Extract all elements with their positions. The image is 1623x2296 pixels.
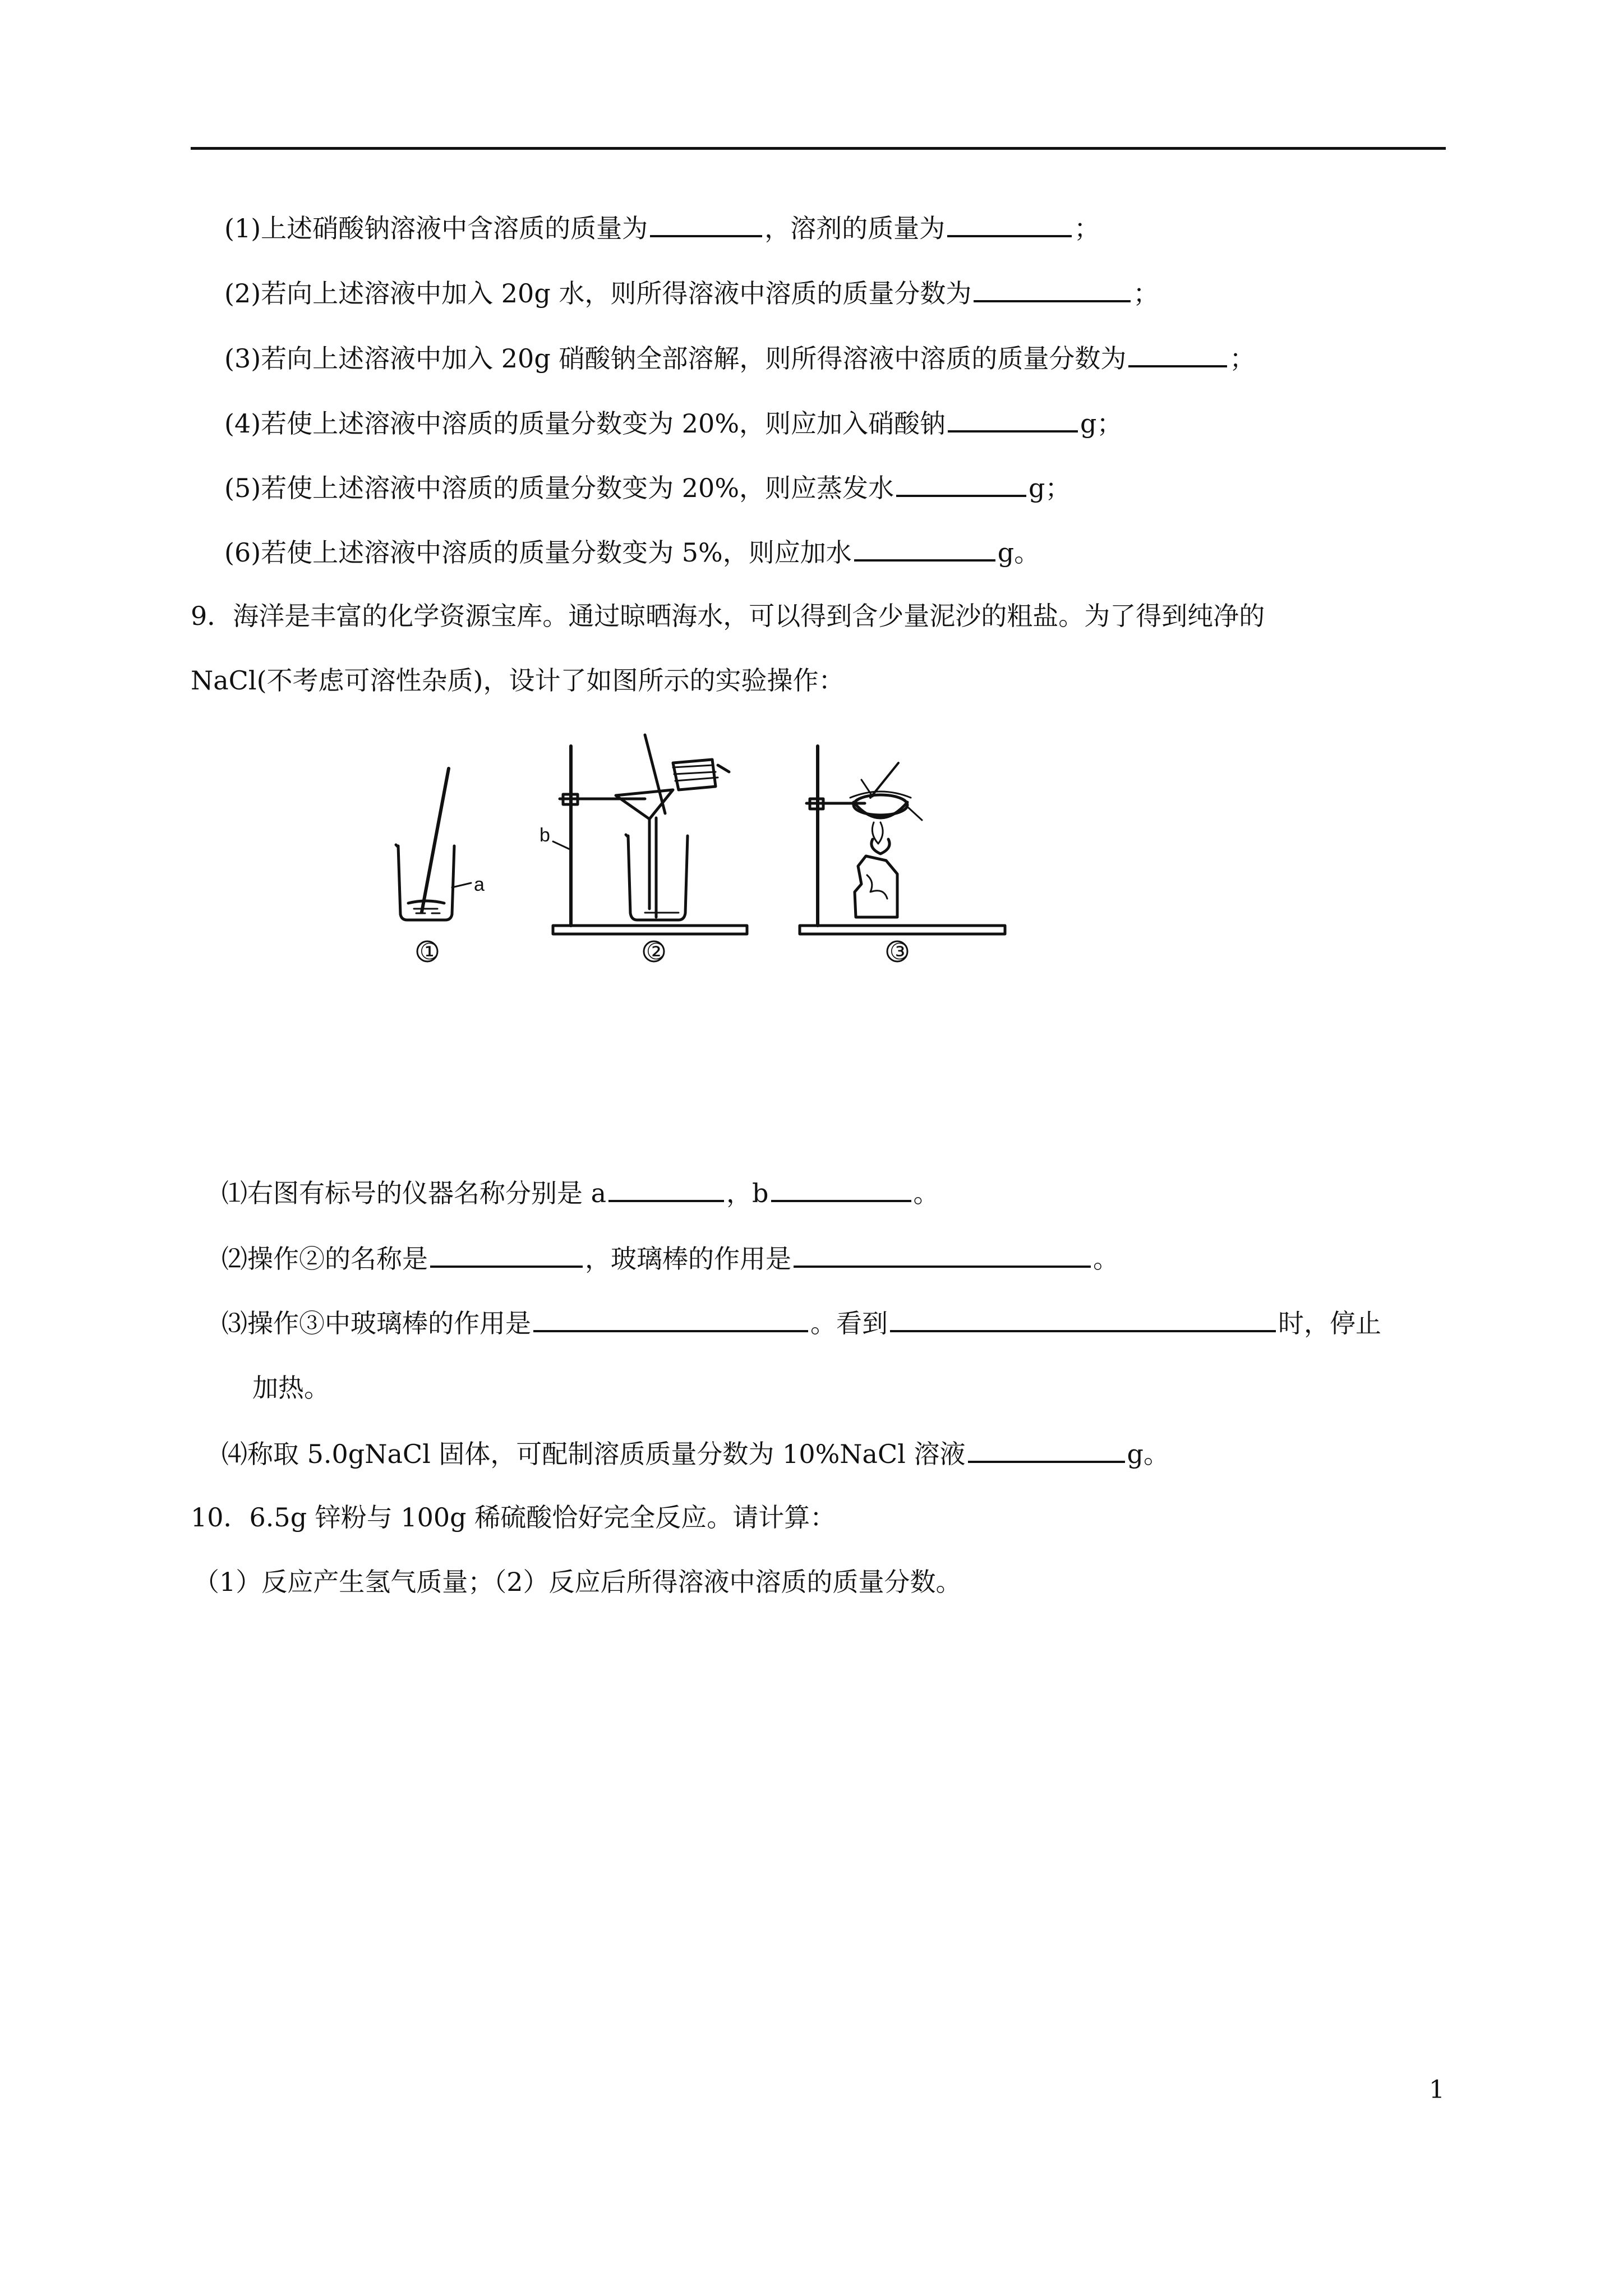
answer-blank[interactable]	[896, 470, 1026, 497]
evaporation-apparatus	[800, 746, 1005, 965]
q9-stem-line-2: NaCl(不考虑可溶性杂质)，设计了如图所示的实验操作：	[191, 665, 845, 696]
q10-requirements: （1）反应产生氢气质量；（2）反应后所得溶液中溶质的质量分数。	[193, 1567, 962, 1597]
q8-part-3: (3)若向上述溶液中加入 20g 硝酸钠全部溶解，则所得溶液中溶质的质量分数为 ；	[224, 341, 1255, 375]
q9-sub-1: ⑴右图有标号的仪器名称分别是 a ，b 。	[222, 1175, 939, 1210]
answer-blank[interactable]	[854, 535, 995, 562]
answer-blank[interactable]	[948, 406, 1078, 432]
label-b: b	[540, 825, 550, 846]
answer-blank[interactable]	[650, 210, 762, 237]
answer-blank[interactable]	[890, 1305, 1276, 1332]
header-rule	[191, 147, 1446, 150]
answer-blank[interactable]	[947, 210, 1072, 237]
answer-blank[interactable]	[1128, 341, 1227, 367]
q9-stem-line-1: 9．海洋是丰富的化学资源宝库。通过晾晒海水，可以得到含少量泥沙的粗盐。为了得到纯净的	[191, 601, 1265, 631]
answer-blank[interactable]	[794, 1241, 1091, 1268]
q8-part-2: (2)若向上述溶液中加入 20g 水，则所得溶液中溶质的质量分数为 ；	[224, 275, 1159, 310]
filtration-apparatus	[540, 735, 747, 965]
q8-part-4: (4)若使上述溶液中溶质的质量分数变为 20%，则应加入硝酸钠 g；	[224, 406, 1122, 440]
q10-stem: 10．6.5g 锌粉与 100g 稀硫酸恰好完全反应。请计算：	[191, 1502, 836, 1533]
answer-blank[interactable]	[430, 1241, 583, 1268]
q9-sub-3-continued: 加热。	[252, 1373, 330, 1403]
answer-blank[interactable]	[974, 275, 1131, 302]
q8-part-5: (5)若使上述溶液中溶质的质量分数变为 20%，则应蒸发水 g；	[224, 470, 1071, 505]
answer-blank[interactable]	[968, 1436, 1125, 1463]
beaker-with-glass-rod	[396, 769, 485, 965]
q9-sub-2: ⑵操作②的名称是 ，玻璃棒的作用是 。	[222, 1241, 1119, 1276]
answer-blank[interactable]	[771, 1175, 911, 1202]
step-2-label: ②	[646, 939, 666, 965]
q8-part-6: (6)若使上述溶液中溶质的质量分数变为 5%，则应加水 g。	[224, 535, 1040, 569]
experiment-figure	[381, 724, 1021, 970]
label-a: a	[474, 874, 485, 895]
step-3-label: ③	[889, 939, 910, 965]
answer-blank[interactable]	[608, 1175, 724, 1202]
q9-sub-3: ⑶操作③中玻璃棒的作用是 。看到 时，停止	[222, 1305, 1381, 1340]
page-number: 1	[1429, 2076, 1445, 2104]
q9-sub-4: ⑷称取 5.0gNaCl 固体，可配制溶质质量分数为 10%NaCl 溶液 g。	[222, 1436, 1169, 1471]
answer-blank[interactable]	[533, 1305, 808, 1332]
q8-part-1: (1)上述硝酸钠溶液中含溶质的质量为 ，溶剂的质量为 ；	[224, 210, 1100, 245]
step-1-label: ①	[419, 939, 440, 965]
